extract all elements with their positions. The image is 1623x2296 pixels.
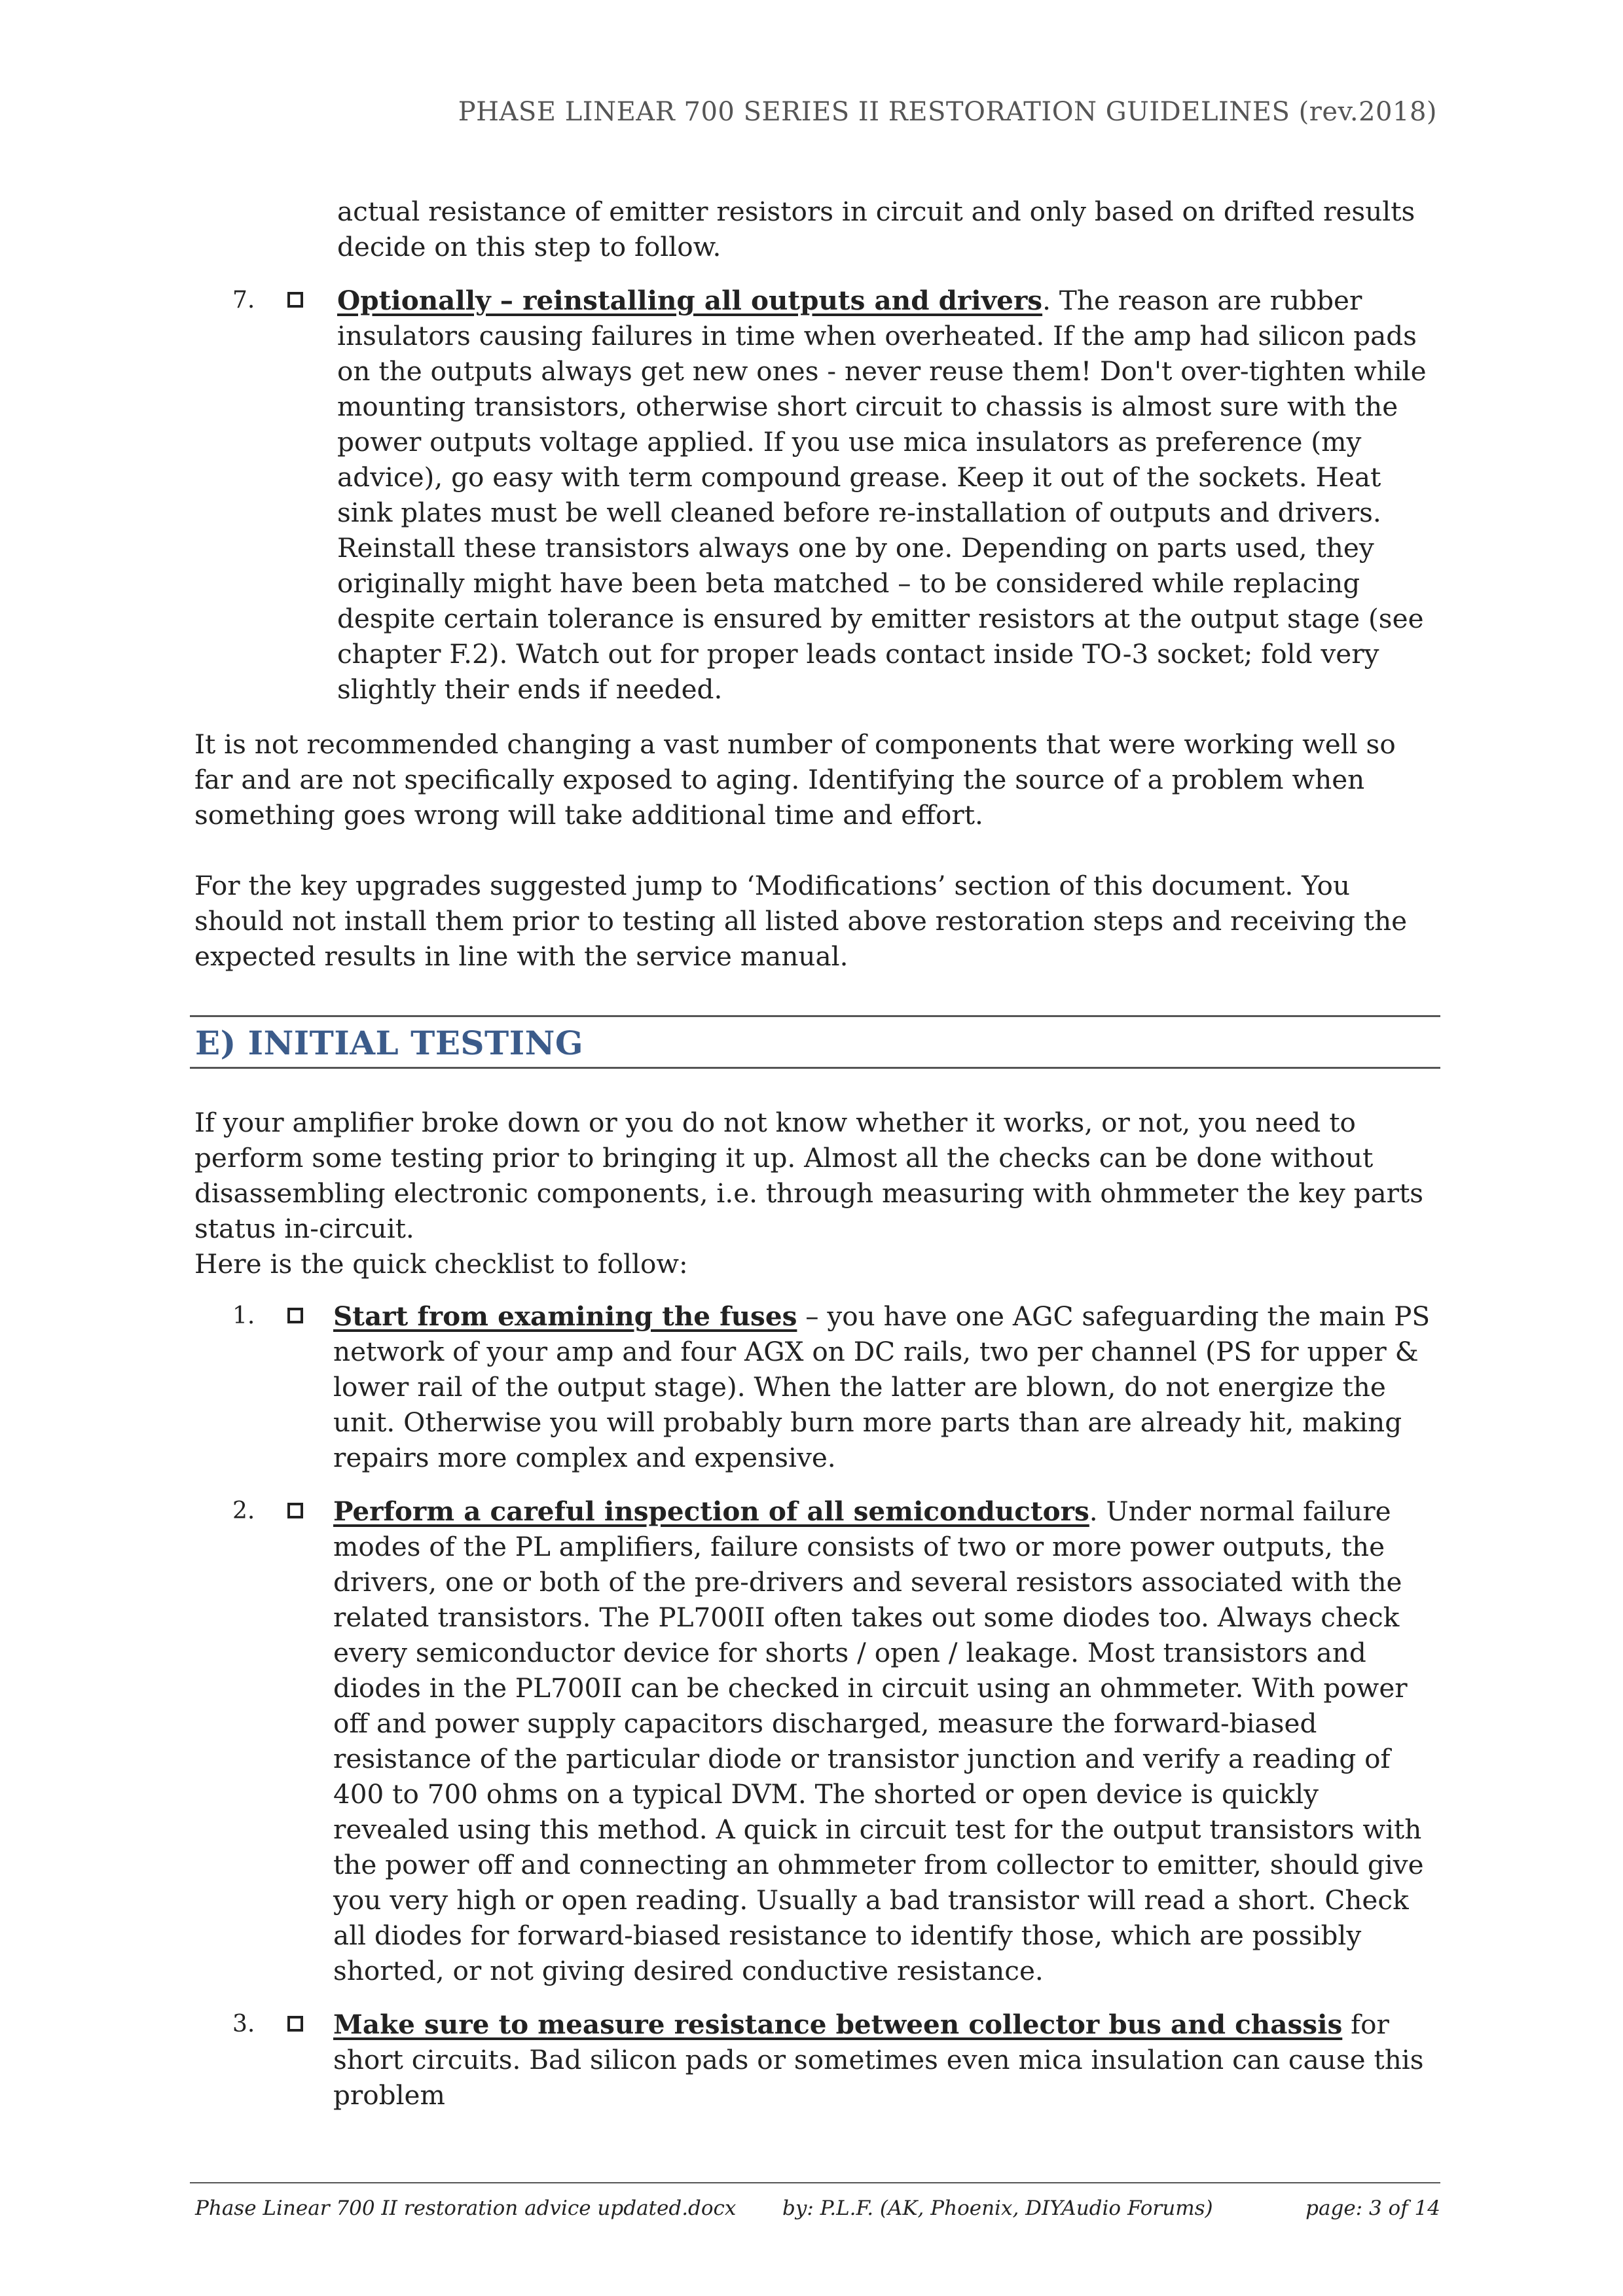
list-item-body: for short circuits. Bad silicon pads or sometimes even mica insulation can cause this problem bbox=[333, 2009, 1424, 2111]
footer-filename: Phase Linear 700 II restoration advice updated.docx bbox=[195, 2197, 737, 2220]
list-item-1 bbox=[194, 1299, 1438, 1475]
list-item-body: . Under normal failure modes of the PL amplifiers, failure consists of two or more power outputs, the drivers, one or both of the pre-drivers and several resistors associated with the related transistors. The PL700II often takes out some diodes too. Always check every semiconductor device for shorts / open / leakage. Most transistors and diodes in the PL700II can be checked in circuit using an ohmmeter. With power off and power supply capacitors discharged, measure the forward-biased resistance of the particular diode or transistor junction and verify a reading of 400 to 700 ohms on a typical DVM. The shorted or open device is quickly revealed using this method. A quick in circuit test for the output transistors with the power off and connecting an ohmmeter from collector to emitter, should give you very high or open reading. Usually a bad transistor will read a short. Check all diodes for forward-biased resistance to identify those, which are possibly shorted, or not giving desired conductive resistance. bbox=[333, 1496, 1424, 1986]
list-number: 3. bbox=[232, 2011, 255, 2037]
list-item-lead: Start from examining the fuses bbox=[333, 1300, 797, 1332]
checkbox-icon bbox=[287, 1503, 303, 1518]
checkbox-icon bbox=[287, 2016, 303, 2032]
page-footer bbox=[190, 2182, 1440, 2220]
list-item-7 bbox=[194, 283, 1438, 707]
list-number: 7. bbox=[232, 287, 255, 314]
list-number: 1. bbox=[232, 1302, 255, 1329]
list-item-text bbox=[333, 1494, 1438, 1988]
list-item-body: . The reason are rubber insulators causing failures in time when overheated. If the amp had silicon pads on the outputs always get new ones - never reuse them! Don't over-tighten while mounting transistors, otherwise short circuit to chassis is almost sure with the power outputs voltage applied. If you use mica insulators as preference (my advice), go easy with term compound grease. Keep it out of the sockets. Heat sink plates must be well cleaned before re-installation of outputs and drivers. Reinstall these transistors always one by one. Depending on parts used, they originally might have been beta matched – to be considered while replacing despite certain tolerance is ensured by emitter resistors at the output stage (see chapter F.2). Watch out for proper leads contact inside TO-3 socket; fold very slightly their ends if needed. bbox=[337, 285, 1427, 705]
section-intro: If your amplifier broke down or you do not know whether it works, or not, you need to perform some testing prior to bringing it up. Almost all the checks can be done without disassembling electronic components, i.e. through measuring with ohmmeter the key parts status in-circuit. bbox=[194, 1107, 1424, 1244]
checklist-intro: Here is the quick checklist to follow: bbox=[194, 1248, 688, 1280]
continuation-paragraph: actual resistance of emitter resistors in circuit and only based on drifted results decide on this step to follow. bbox=[337, 196, 1415, 262]
section-heading-box bbox=[190, 1015, 1440, 1069]
checkbox-icon bbox=[287, 1308, 303, 1323]
list-item-lead: Optionally – reinstalling all outputs and drivers bbox=[337, 285, 1043, 316]
footer-author: by: P.L.F. (AK, Phoenix, DIYAudio Forums) bbox=[782, 2197, 1213, 2220]
list-item-text bbox=[333, 2007, 1438, 2113]
footer-page-number: page: 3 of 14 bbox=[1305, 2197, 1440, 2220]
list-number: 2. bbox=[232, 1498, 255, 1524]
continuation-text bbox=[194, 194, 1438, 264]
list-item-2 bbox=[194, 1494, 1438, 1988]
running-header: PHASE LINEAR 700 SERIES II RESTORATION GUIDELINES (rev.2018) bbox=[458, 97, 1437, 127]
checkbox-icon bbox=[287, 292, 303, 308]
list-item-body: – you have one AGC safeguarding the main PS network of your amp and four AGX on DC rails, two per channel (PS for upper & lower rail of the output stage). When the latter are blown, do not energize the unit. Otherwise you will probably burn more parts than are already hit, making repairs more complex and expensive. bbox=[333, 1300, 1431, 1473]
list-item-text bbox=[337, 283, 1438, 707]
list-item-text bbox=[333, 1299, 1438, 1475]
list-item-lead: Perform a careful inspection of all semiconductors bbox=[333, 1496, 1089, 1527]
paragraph-aging: It is not recommended changing a vast number of components that were working well so far and are not specifically exposed to aging. Identifying the source of a problem when something goes wrong will take additional time and effort. bbox=[194, 728, 1396, 831]
list-item-3 bbox=[194, 2007, 1438, 2113]
paragraph-modifications: For the key upgrades suggested jump to ‘Modifications’ section of this document. You should not install them prior to testing all listed above restoration steps and receiving the expected results in line with the service manual. bbox=[194, 870, 1408, 972]
list-item-lead: Make sure to measure resistance between collector bus and chassis bbox=[333, 2009, 1343, 2040]
section-title: E) INITIAL TESTING bbox=[195, 1024, 584, 1062]
